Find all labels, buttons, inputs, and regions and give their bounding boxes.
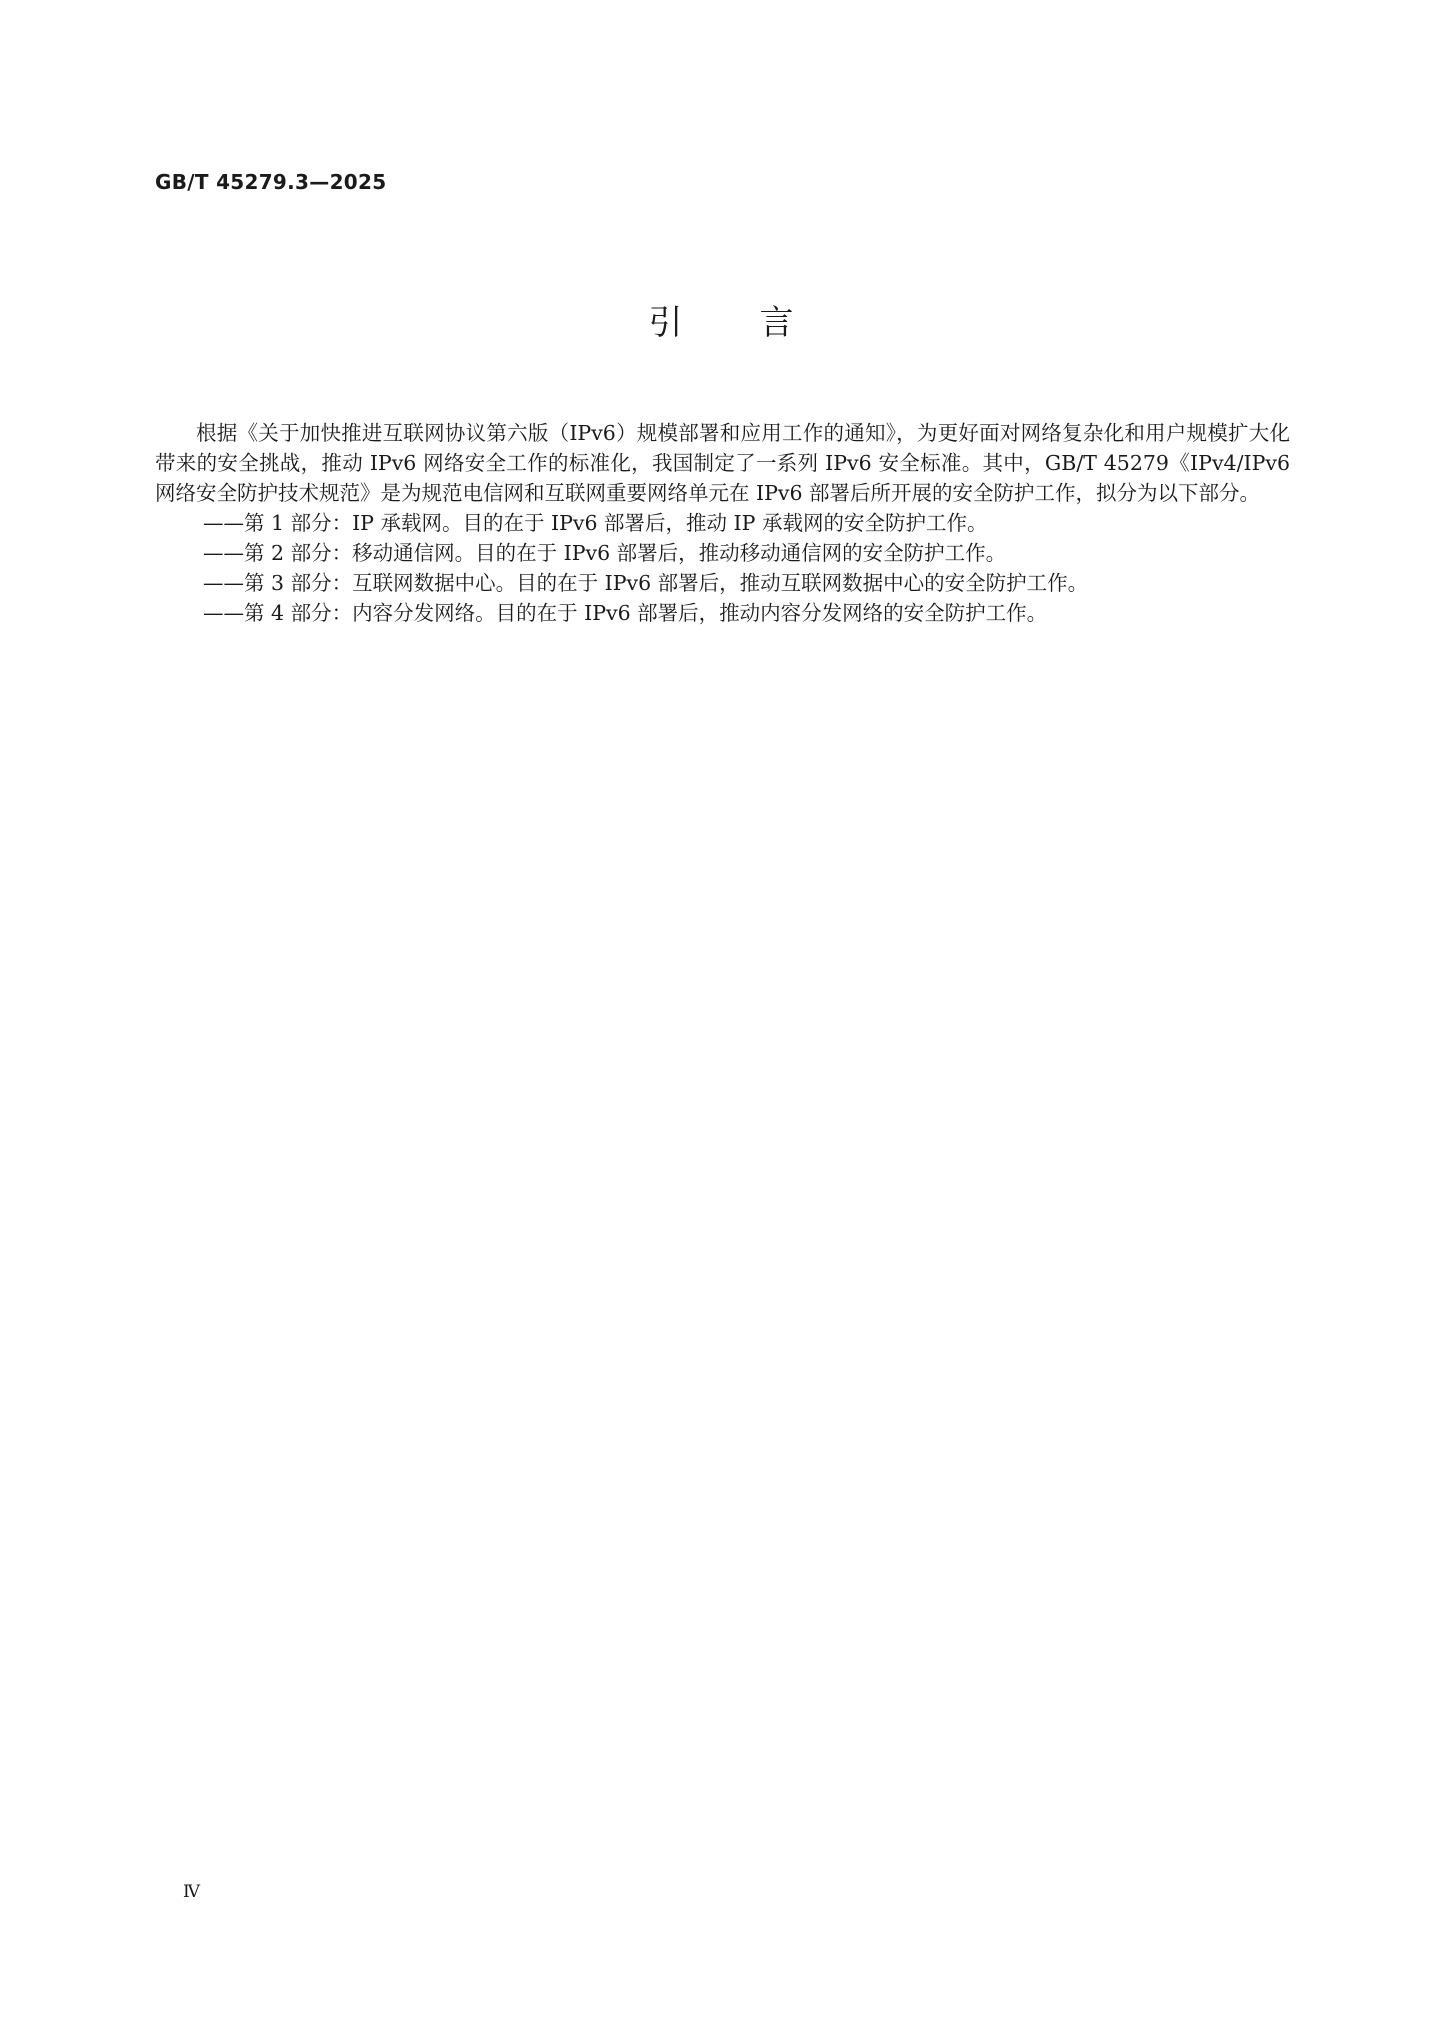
section-title: 引 言: [648, 303, 797, 343]
part-item-2: ——第 2 部分：移动通信网。目的在于 IPv6 部署后，推动移动通信网的安全防护工作。: [203, 541, 1007, 565]
part-item-3: ——第 3 部分：互联网数据中心。目的在于 IPv6 部署后，推动互联网数据中心的安全防护工作。: [203, 571, 1089, 595]
parts-list: [155, 508, 1290, 628]
part-item-1: ——第 1 部分：IP 承载网。目的在于 IPv6 部署后，推动 IP 承载网的安全防护工作。: [203, 511, 988, 535]
page-number: Ⅳ: [183, 1882, 200, 1902]
introduction-body: [155, 418, 1290, 628]
standard-number: GB/T 45279.3—2025: [155, 170, 387, 194]
intro-paragraph: 根据《关于加快推进互联网协议第六版（IPv6）规模部署和应用工作的通知》，为更好面对网络复杂化和用户规模扩大化带来的安全挑战，推动 IPv6 网络安全工作的标准化，我国制定了一系列 IPv6 安全标准。其中，GB/T 45279《IPv4/IPv6 网络安全防护技术规范》是为规范电信网和互联网重要网络单元在 IPv6 部署后所开展的安全防护工作，拟分为以下部分。: [155, 421, 1290, 505]
part-item-4: ——第 4 部分：内容分发网络。目的在于 IPv6 部署后，推动内容分发网络的安全防护工作。: [203, 601, 1048, 625]
